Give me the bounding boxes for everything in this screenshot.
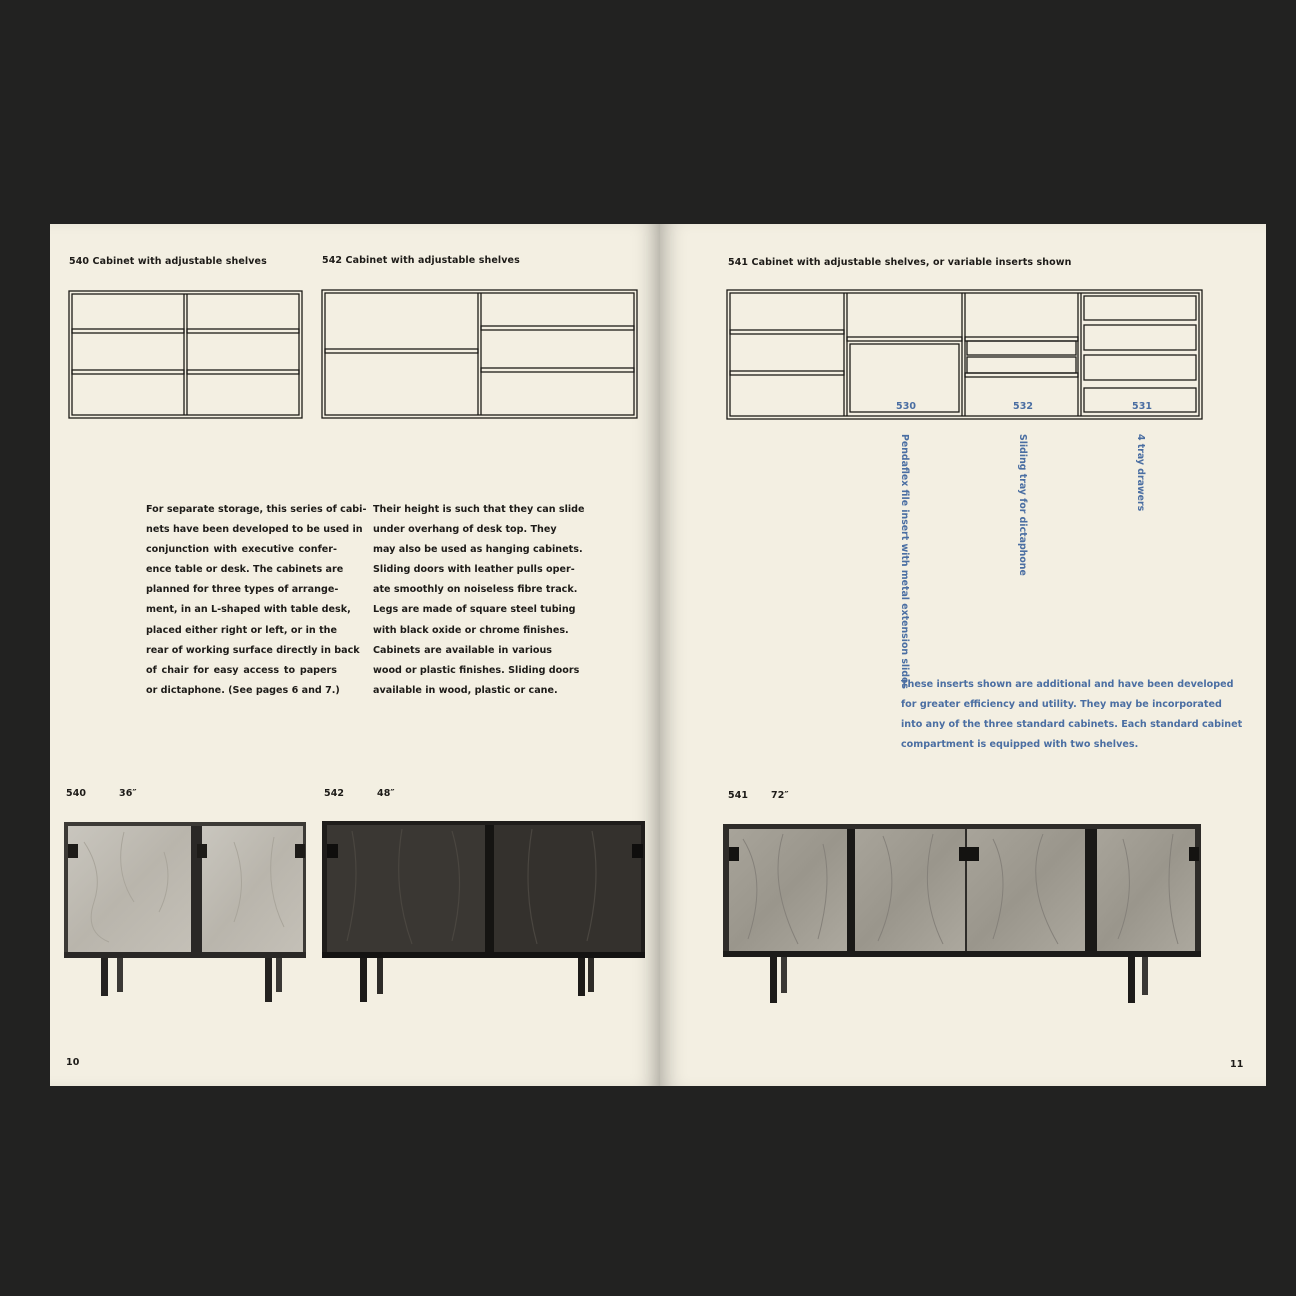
- insert-label-tray-drawers: 4 tray drawers: [1135, 434, 1146, 512]
- cabinet-541-photo: [723, 824, 1203, 1006]
- photo-540-size: 36″: [119, 788, 137, 799]
- text-line: of chair for easy access to papers: [146, 664, 337, 676]
- insert-number-530: 530: [896, 401, 917, 412]
- insert-label-pendaflex: Pendaflex file insert with metal extension slides: [899, 434, 910, 689]
- text-line: Their height is such that they can slide: [373, 504, 585, 515]
- cabinet-540-drawing: [68, 290, 304, 420]
- text-line: compartment is equipped with two shelves.: [901, 739, 1139, 750]
- insert-label-sliding-tray: Sliding tray for dictaphone: [1017, 434, 1028, 576]
- cabinet-540-photo: [64, 822, 307, 1006]
- text-line: rear of working surface directly in back: [146, 644, 360, 656]
- caption-542: 542 Cabinet with adjustable shelves: [322, 255, 520, 266]
- page-number-10: 10: [66, 1057, 80, 1068]
- text-line: for greater efficiency and utility. They may be incorporated: [901, 699, 1222, 710]
- photo-541-number: 541: [728, 790, 749, 801]
- body-text-col1: [146, 500, 367, 701]
- photo-540-number: 540: [66, 788, 87, 799]
- text-line: with black oxide or chrome finishes.: [373, 624, 569, 636]
- inserts-note: [901, 675, 1243, 755]
- photo-542-size: 48″: [377, 788, 395, 799]
- cabinet-542-photo: [322, 821, 646, 1005]
- left-page: [50, 224, 660, 1086]
- insert-number-531: 531: [1132, 401, 1153, 412]
- text-line: Cabinets are available in various: [373, 644, 552, 656]
- text-line: Sliding doors with leather pulls oper-: [373, 564, 575, 576]
- photo-541-size: 72″: [771, 790, 789, 801]
- text-line: ence table or desk. The cabinets are: [146, 564, 344, 576]
- text-line: placed either right or left, or in the: [146, 624, 337, 636]
- text-line: may also be used as hanging cabinets.: [373, 544, 583, 556]
- text-line: For separate storage, this series of cabi-: [146, 504, 367, 515]
- text-line: available in wood, plastic or cane.: [373, 684, 558, 696]
- text-line: under overhang of desk top. They: [373, 524, 557, 536]
- text-line: ment, in an L-shaped with table desk,: [146, 604, 351, 616]
- text-line: Legs are made of square steel tubing: [373, 604, 576, 616]
- text-line: or dictaphone. (See pages 6 and 7.): [146, 684, 340, 696]
- insert-number-532: 532: [1013, 401, 1034, 412]
- photo-542-number: 542: [324, 788, 345, 799]
- text-line: wood or plastic finishes. Sliding doors: [373, 664, 580, 676]
- caption-540: 540 Cabinet with adjustable shelves: [69, 256, 267, 267]
- page-number-11: 11: [1230, 1059, 1244, 1070]
- text-line: ate smoothly on noiseless fibre track.: [373, 584, 578, 596]
- text-line: into any of the three standard cabinets. Each standard cabinet: [901, 719, 1243, 730]
- text-line: nets have been developed to be used in: [146, 524, 363, 536]
- text-line: These inserts shown are additional and have been developed: [901, 679, 1234, 690]
- body-text-col2: [373, 500, 585, 701]
- text-line: conjunction with executive confer-: [146, 544, 337, 556]
- cabinet-542-drawing: [321, 289, 639, 420]
- right-page: [660, 224, 1266, 1086]
- caption-541: 541 Cabinet with adjustable shelves, or variable inserts shown: [728, 257, 1072, 268]
- text-line: planned for three types of arrange-: [146, 584, 339, 596]
